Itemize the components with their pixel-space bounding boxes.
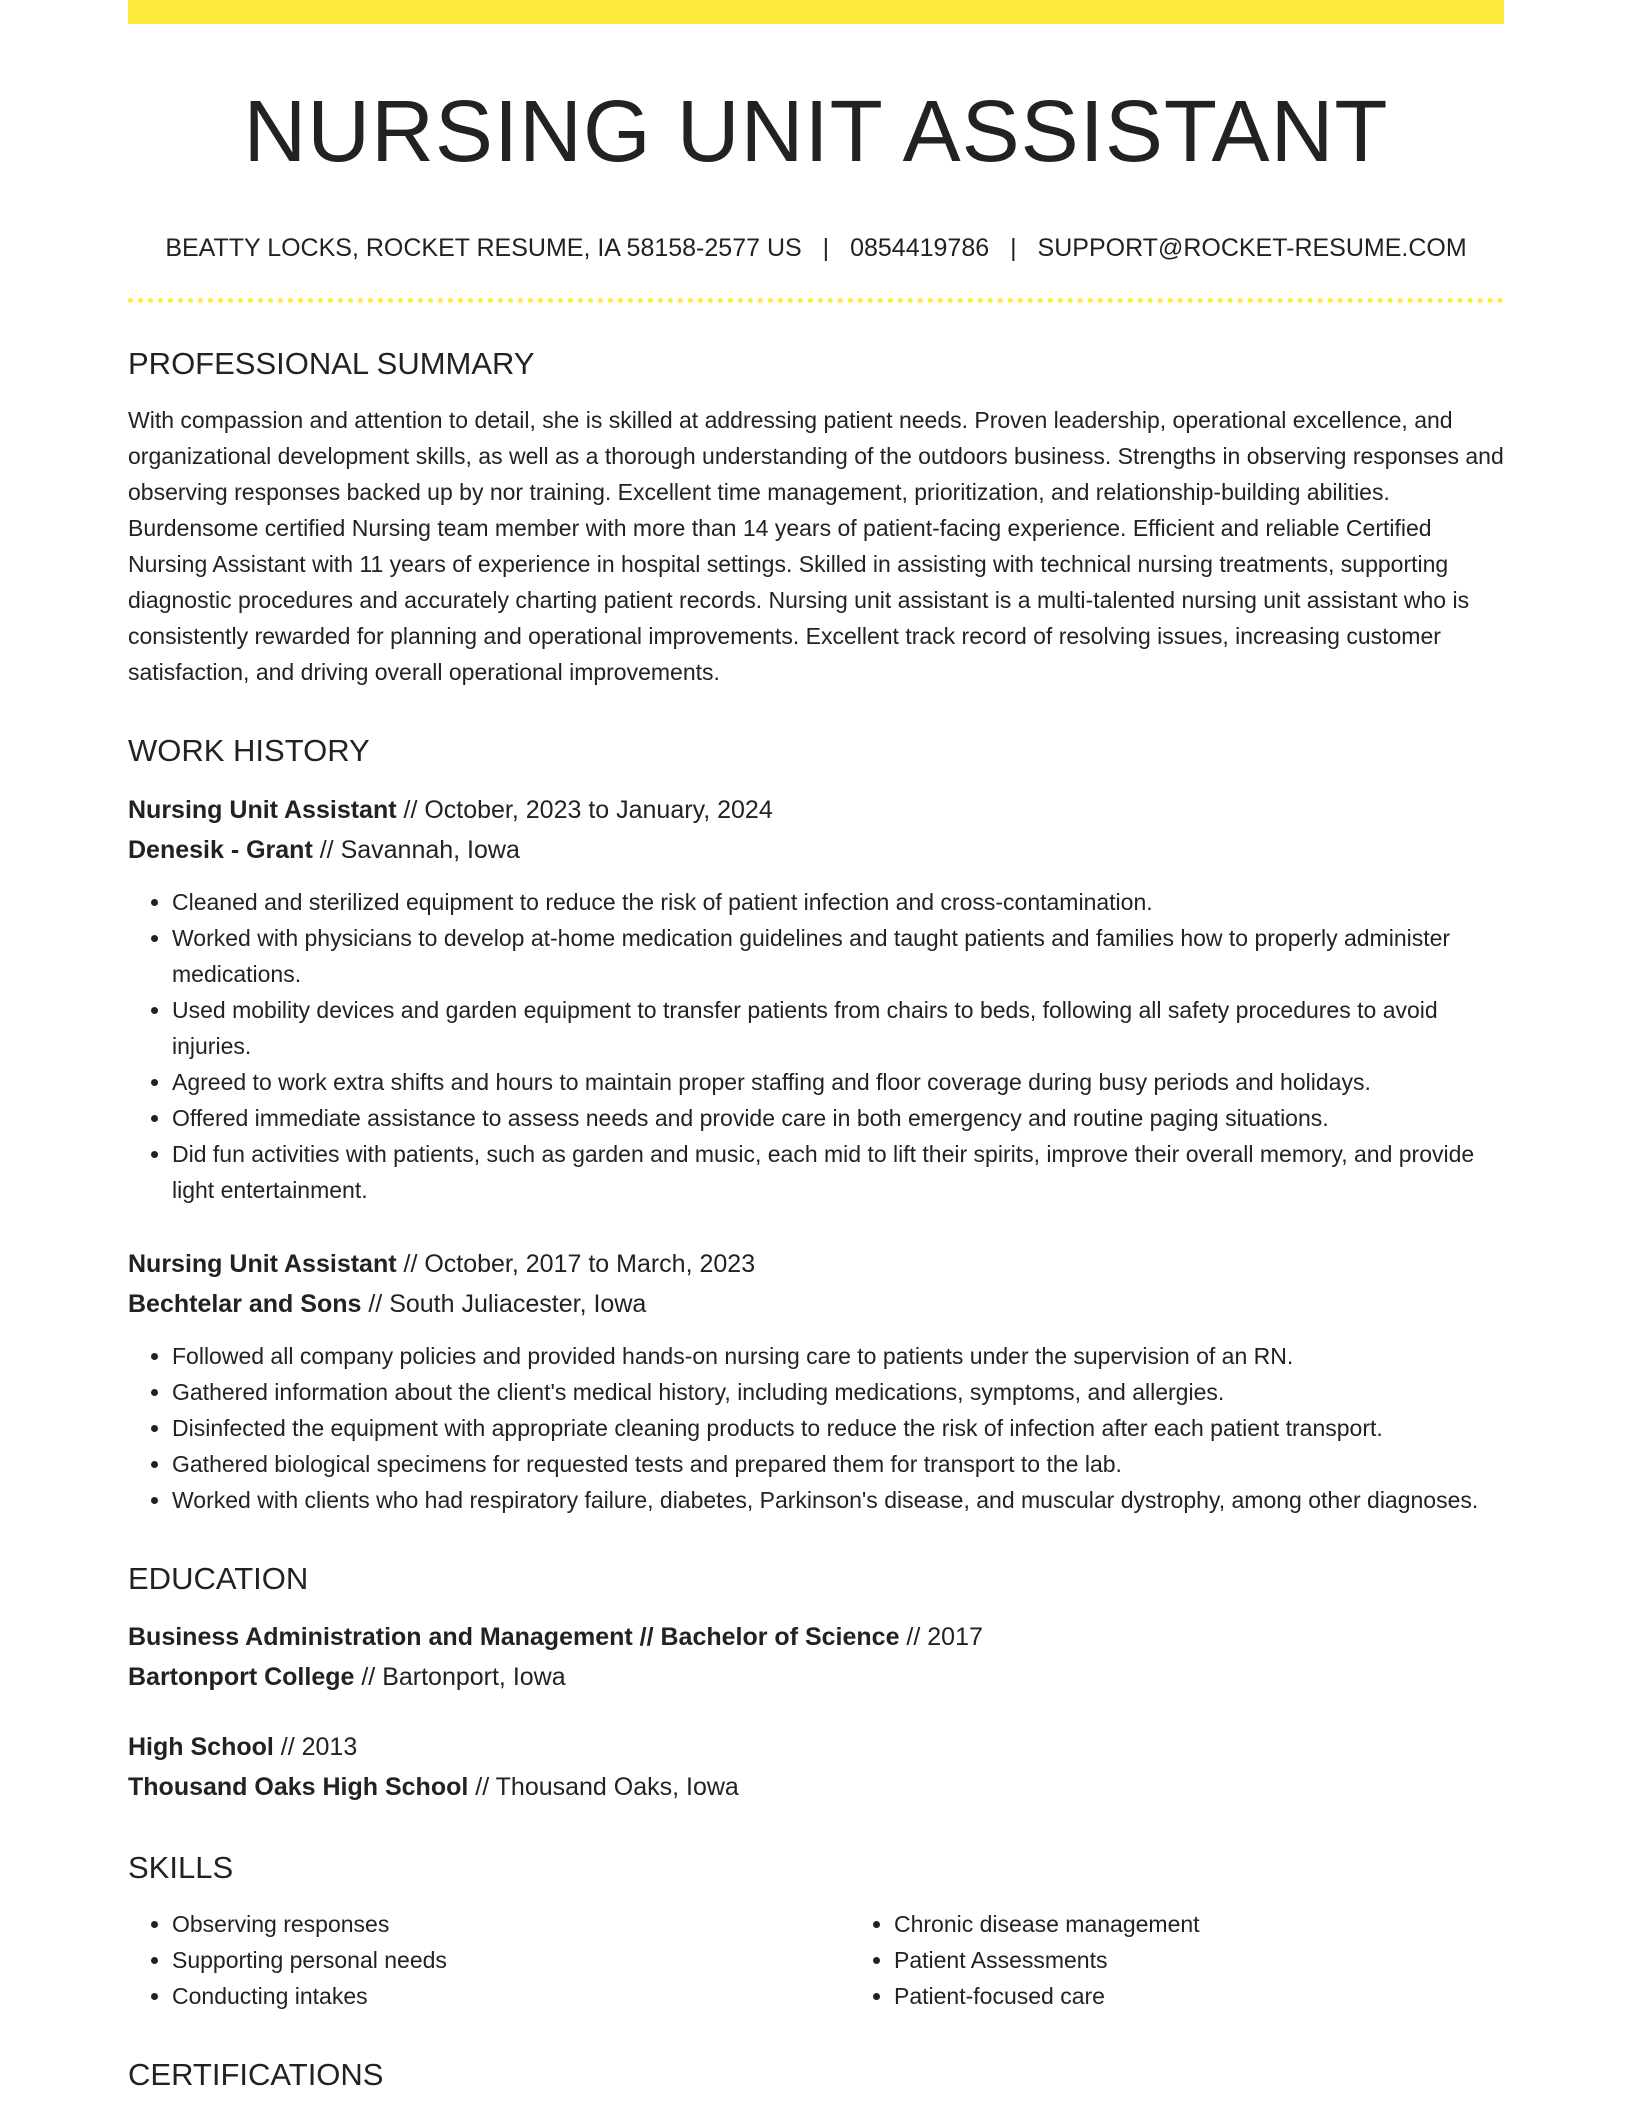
- accent-top-bar: [128, 0, 1504, 24]
- education-entry: [128, 1617, 1504, 1697]
- education-school-line: [128, 1767, 1504, 1807]
- skill-item: • Patient Assessments: [894, 1942, 1504, 1978]
- job-role: Nursing Unit Assistant: [128, 795, 397, 824]
- job-bullet: • Followed all company policies and provided hands-on nursing care to patients under the supervision of an RN.: [172, 1338, 1504, 1374]
- job-company: Denesik - Grant: [128, 835, 313, 864]
- section-title-summary: PROFESSIONAL SUMMARY: [128, 346, 535, 382]
- education-school-line: [128, 1657, 1504, 1697]
- education-degree: Business Administration and Management // Bachelor of Science: [128, 1622, 900, 1651]
- job-dates: // October, 2017 to March, 2023: [396, 1249, 756, 1278]
- education-year: // 2017: [899, 1622, 983, 1651]
- skill-item: • Conducting intakes: [172, 1978, 850, 2014]
- education-degree: High School: [128, 1732, 274, 1761]
- job-role-line: [128, 790, 1504, 830]
- job-role-line: [128, 1244, 1504, 1284]
- contact-email: SUPPORT@ROCKET-RESUME.COM: [1037, 233, 1467, 262]
- contact-phone: 0854419786: [850, 233, 990, 262]
- job-bullet: • Did fun activities with patients, such as garden and music, each mid to lift their spirits, improve their overall memory, and provide light entertainment.: [172, 1136, 1504, 1208]
- section-title-skills: SKILLS: [128, 1849, 234, 1885]
- job-bullets: [128, 884, 1504, 1208]
- summary-text: With compassion and attention to detail, she is skilled at addressing patient needs. Proven leadership, operational excellence, and organizational development skills, as well as a thorough understanding of the outdoors business. Strengths in observing responses and observing responses backed up by nor training. Excellent time management, prioritization, and relationship-building abilities. Burdensome certified Nursing team member with more than 14 years of patient-facing experience. Efficient and reliable Certified Nursing Assistant with 11 years of experience in hospital settings. Skilled in assisting with technical nursing treatments, supporting diagnostic procedures and accurately charting patient records. Nursing unit assistant is a multi-talented nursing unit assistant who is consistently rewarded for planning and operational improvements. Excellent track record of resolving issues, increasing customer satisfaction, and driving overall operational improvements.: [128, 407, 1504, 686]
- job-bullet: • Cleaned and sterilized equipment to reduce the risk of patient infection and cross-contamination.: [172, 884, 1504, 920]
- contact-separator: |: [822, 233, 830, 262]
- job-role: Nursing Unit Assistant: [128, 1249, 397, 1278]
- job-location: // Savannah, Iowa: [312, 835, 520, 864]
- job-bullet: • Agreed to work extra shifts and hours to maintain proper staffing and floor coverage during busy periods and holidays.: [172, 1064, 1504, 1100]
- job-bullet: • Disinfected the equipment with appropriate cleaning products to reduce the risk of infection after each patient transport.: [172, 1410, 1504, 1446]
- education-year: // 2013: [273, 1732, 358, 1761]
- job-company-line: [128, 830, 1504, 870]
- resume-page: [128, 0, 1504, 2112]
- education-degree-line: [128, 1727, 1504, 1767]
- dotted-divider: [128, 298, 1504, 303]
- education-location: // Thousand Oaks, Iowa: [468, 1772, 739, 1801]
- resume-title: NURSING UNIT ASSISTANT: [243, 83, 1389, 180]
- job-bullet: • Gathered biological specimens for requested tests and prepared them for transport to the lab.: [172, 1446, 1504, 1482]
- job-bullets: [128, 1338, 1504, 1518]
- education-school: Bartonport College: [128, 1662, 355, 1691]
- skill-item: • Observing responses: [172, 1906, 850, 1942]
- skills-column-left: [128, 1906, 850, 2014]
- education-school: Thousand Oaks High School: [128, 1772, 469, 1801]
- job-bullet: • Worked with clients who had respiratory failure, diabetes, Parkinson's disease, and muscular dystrophy, among other diagnoses.: [172, 1482, 1504, 1518]
- skill-item: • Supporting personal needs: [172, 1942, 850, 1978]
- job-company-line: [128, 1284, 1504, 1324]
- section-title-certifications: CERTIFICATIONS: [128, 2056, 384, 2092]
- contact-address: BEATTY LOCKS, ROCKET RESUME, IA 58158-2577 US: [165, 233, 802, 262]
- section-title-work-history: WORK HISTORY: [128, 733, 370, 769]
- contact-separator: |: [1010, 233, 1017, 262]
- education-location: // Bartonport, Iowa: [354, 1662, 566, 1691]
- job-entry: [128, 1244, 1504, 1518]
- skill-item: • Chronic disease management: [894, 1906, 1504, 1942]
- contact-line: [128, 232, 1504, 265]
- skills-column-right: [850, 1906, 1504, 2014]
- job-entry: [128, 790, 1504, 1208]
- skill-item: • Patient-focused care: [894, 1978, 1504, 2014]
- job-bullet: • Offered immediate assistance to assess needs and provide care in both emergency and routine paging situations.: [172, 1100, 1504, 1136]
- job-dates: // October, 2023 to January, 2024: [396, 795, 773, 824]
- education-entry: [128, 1727, 1504, 1807]
- education-degree-line: [128, 1617, 1504, 1657]
- skills-list: [128, 1906, 1504, 2014]
- job-location: // South Juliacester, Iowa: [361, 1289, 647, 1318]
- job-bullet: • Worked with physicians to develop at-home medication guidelines and taught patients and families how to properly administer medications.: [172, 920, 1504, 992]
- job-company: Bechtelar and Sons: [128, 1289, 362, 1318]
- job-bullet: • Gathered information about the client's medical history, including medications, symptoms, and allergies.: [172, 1374, 1504, 1410]
- job-bullet: • Used mobility devices and garden equipment to transfer patients from chairs to beds, following all safety procedures to avoid injuries.: [172, 992, 1504, 1064]
- section-title-education: EDUCATION: [128, 1560, 309, 1596]
